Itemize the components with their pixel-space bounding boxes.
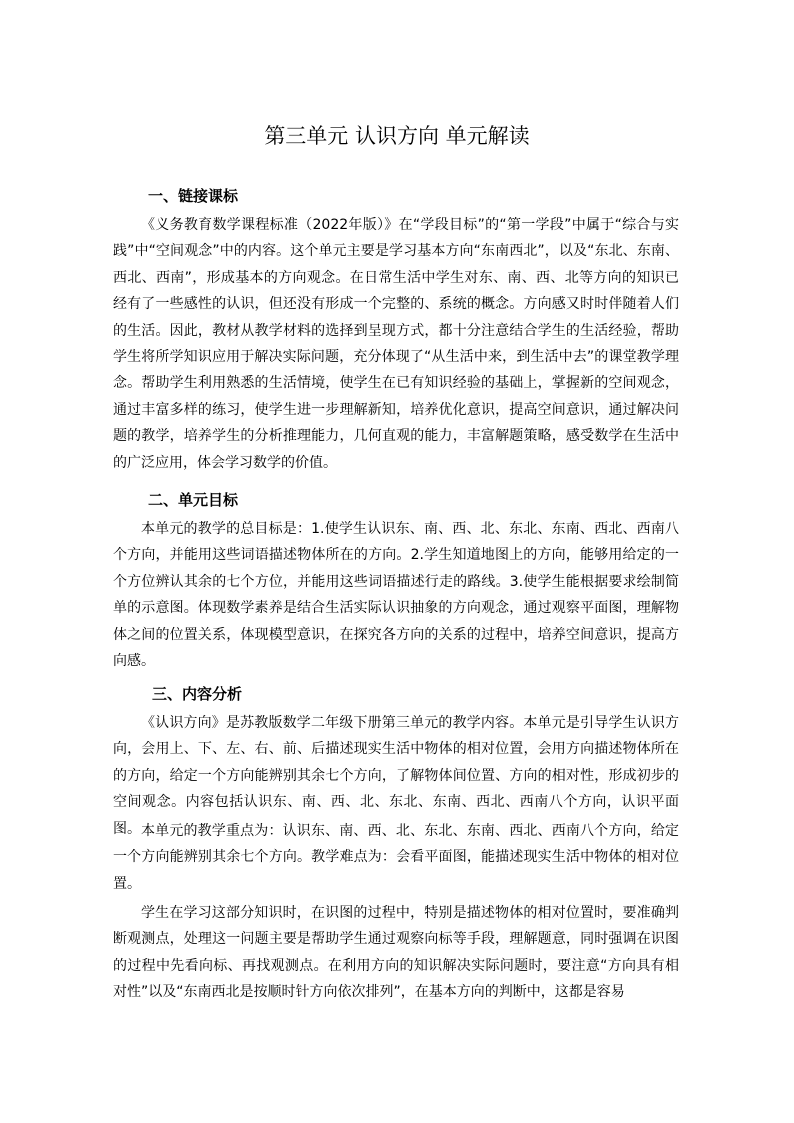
paragraph-analysis-2: 本单元的教学重点为：认识东、南、西、北、东北、东南、西北、西南八个方向，给定一个方向能辨别其余七个方向。教学难点为：会看平面图，能描述现实生活中物体的相对位置。 bbox=[113, 823, 679, 892]
paragraph-goals: 本单元的教学的总目标是：1.使学生认识东、南、西、北、东北、东南、西北、西南八个方向，并能用这些词语描述物体所在的方向。2.学生知道地图上的方向，能够用给定的一个方位辨认其余的七个方位，并能用这些词语描述行走的路线。3.使学生能根据要求绘制简单的示意图。体现数学素养是结合生活实际认识抽象的方向观念，通过观察平面图，理解物体之间的位置关系，体现模型意识，在探究各方向的关系的过程中，培养空间意识，提高方向感。 bbox=[113, 521, 679, 670]
page-title: 第三单元 认识方向 单元解读 bbox=[264, 124, 530, 148]
section-heading-goals: 二、单元目标 bbox=[148, 491, 239, 509]
paragraph-analysis-3: 学生在学习这部分知识时，在识图的过程中，特别是描述物体的相对位置时，要准确判断观测点，处理这一问题主要是帮助学生通过观察向标等手段，理解题意，同时强调在识图的过程中先看向标、再找观测点。在利用方向的知识解决实际问题时，要注意“方向具有相对性”以及“东南西北是按顺时针方向依次排列”，在基本方向的判断中，这都是容易 bbox=[113, 905, 679, 1001]
paragraph-analysis-1: 《认识方向》是苏教版数学二年级下册第三单元的教学内容。本单元是引导学生认识方向，会用上、下、左、右、前、后描述现实生活中物体的相对位置，会用方向描述物体所在的方向，给定一个方向能辨别其余七个方向，了解物体间位置、方向的相对性，形成初步的空间观念。内容包括认识东、南、西、北、东北、东南、西北、西南八个方向，认识平面图。 bbox=[113, 715, 679, 837]
paragraph-curriculum: 《义务教育数学课程标准（2022年版）》在“学段目标”的“第一学段”中属于“综合与实践”中“空间观念”中的内容。这个单元主要是学习基本方向“东南西北”，以及“东北、东南、西北、西南”，形成基本的方向观念。在日常生活中学生对东、南、西、北等方向的知识已经有了一些感性的认识，但还没有形成一个完整的、系统的概念。方向感又时时伴随着人们的生活。因此，教材从教学材料的选择到呈现方式，都十分注意结合学生的生活经验，帮助学生将所学知识应用于解决实际问题，充分体现了“从生活中来，到生活中去”的课堂教学理念。帮助学生利用熟悉的生活情境，使学生在已有知识经验的基础上，掌握新的空间观念，通过丰富多样的练习，使学生进一步理解新知，培养优化意识，提高空间意识，通过解决问题的教学，培养学生的分析推理能力，几何直观的能力，丰富解题策略，感受数学在生活中的广泛应用，体会学习数学的价值。 bbox=[113, 217, 679, 471]
section-heading-analysis: 三、内容分析 bbox=[152, 685, 243, 703]
section-heading-curriculum: 一、链接课标 bbox=[148, 187, 239, 205]
